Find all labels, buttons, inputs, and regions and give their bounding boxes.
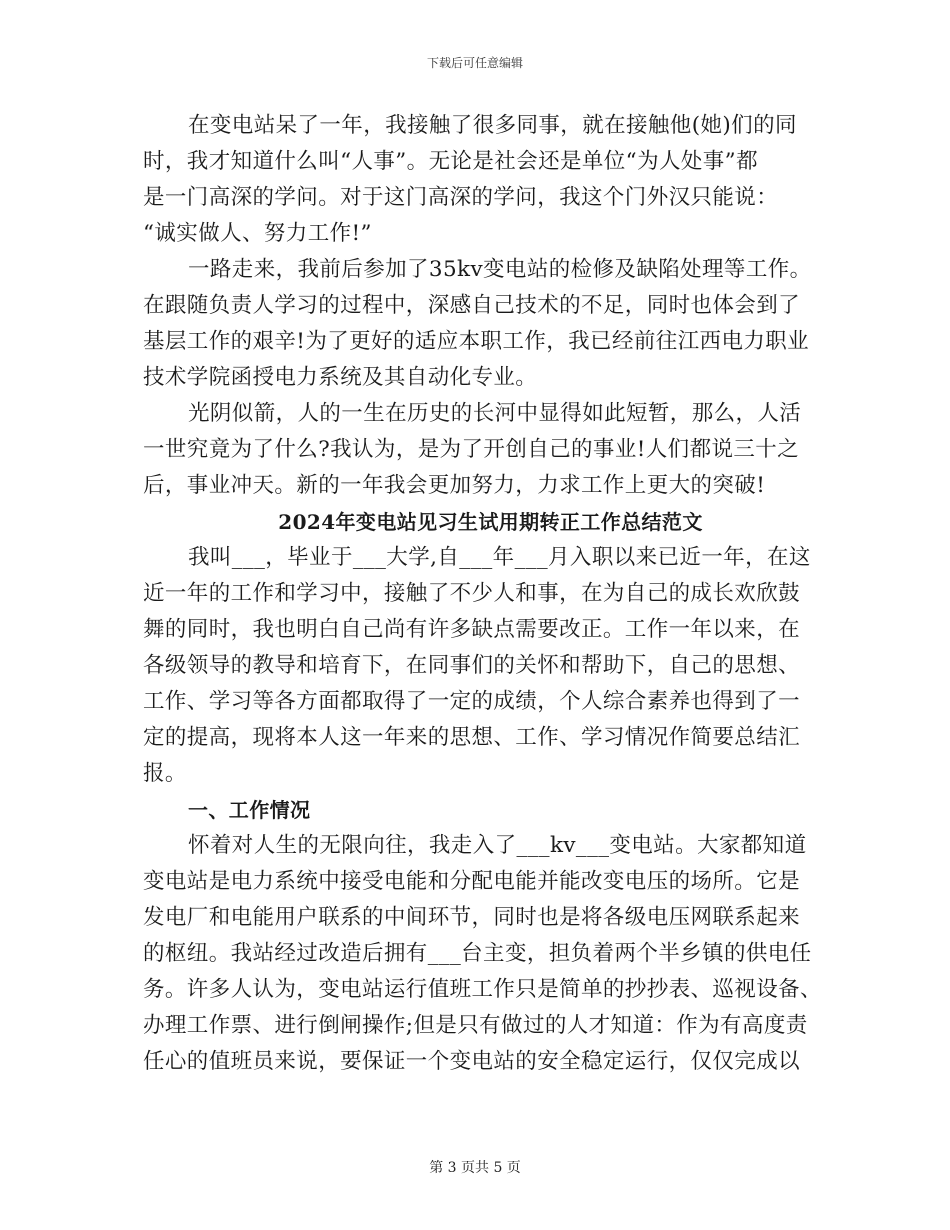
paragraph-line: 定的提高，现将本人这一年来的思想、工作、学习情况作简要总结汇 [143, 725, 801, 750]
paragraph-line: 在跟随负责人学习的过程中，深感自己技术的不足，同时也体会到了 [143, 293, 801, 318]
paragraph-line: 一路走来，我前后参加了35kv变电站的检修及缺陷处理等工作。 [188, 257, 812, 282]
paragraph-line: 各级领导的教导和培育下，在同事们的关怀和帮助下，自己的思想、 [143, 653, 801, 678]
paragraph-line: “诚实做人、努力工作!” [143, 221, 372, 246]
paragraph-line: 的枢纽。我站经过改造后拥有___台主变，担负着两个半乡镇的供电任 [143, 941, 812, 966]
paragraph-line: 时，我才知道什么叫“人事”。无论是社会还是单位“为人处事”都 [143, 149, 758, 174]
paragraph-line: 舞的同时，我也明白自己尚有许多缺点需要改正。工作一年以来，在 [143, 617, 801, 642]
paragraph-line: 基层工作的艰辛!为了更好的适应本职工作，我已经前往江西电力职业 [143, 329, 810, 354]
paragraph-line: 在变电站呆了一年，我接触了很多同事，就在接触他(她)们的同 [188, 113, 797, 138]
document-body [143, 108, 822, 1080]
paragraph-line: 务。许多人认为，变电站运行值班工作只是简单的抄抄表、巡视设备、 [143, 977, 822, 1002]
paragraph-line: 工作、学习等各方面都取得了一定的成绩，个人综合素养也得到了一 [143, 689, 801, 714]
paragraph-line: 近一年的工作和学习中，接触了不少人和事，在为自己的成长欢欣鼓 [143, 581, 801, 606]
paragraph-line: 技术学院函授电力系统及其自动化专业。 [143, 365, 538, 390]
paragraph-line: 发电厂和电能用户联系的中间环节，同时也是将各级电压网联系起来 [143, 905, 801, 930]
paragraph-line: 一世究竟为了什么?我认为，是为了开创自己的事业!人们都说三十之 [143, 437, 800, 462]
paragraph-line: 后，事业冲天。新的一年我会更加努力，力求工作上更大的突破! [143, 473, 766, 498]
section-heading: 一、工作情况 [188, 798, 311, 822]
paragraph-line: 光阴似箭，人的一生在历史的长河中显得如此短暂，那么，人活 [188, 401, 802, 426]
paragraph-line: 变电站是电力系统中接受电能和分配电能并能改变电压的场所。它是 [143, 869, 801, 894]
page-footer: 第 3 页共 5 页 [429, 1160, 521, 1176]
paragraph-line: 报。 [143, 761, 187, 786]
page-header: 下载后可任意编辑 [426, 56, 523, 70]
paragraph-line: 任心的值班员来说，要保证一个变电站的安全稳定运行，仅仅完成以 [143, 1049, 801, 1074]
document-title: 2024年变电站见习生试用期转正工作总结范文 [278, 510, 703, 534]
paragraph-line: 办理工作票、进行倒闸操作;但是只有做过的人才知道：作为有高度责 [143, 1013, 808, 1038]
paragraph-line: 怀着对人生的无限向往，我走入了___kv___变电站。大家都知道 [188, 833, 807, 858]
paragraph-line: 我叫___，毕业于___大学,自___年___月入职以来已近一年，在这 [188, 545, 811, 570]
paragraph-line: 是一门高深的学问。对于这门高深的学问，我这个门外汉只能说： [143, 185, 779, 210]
